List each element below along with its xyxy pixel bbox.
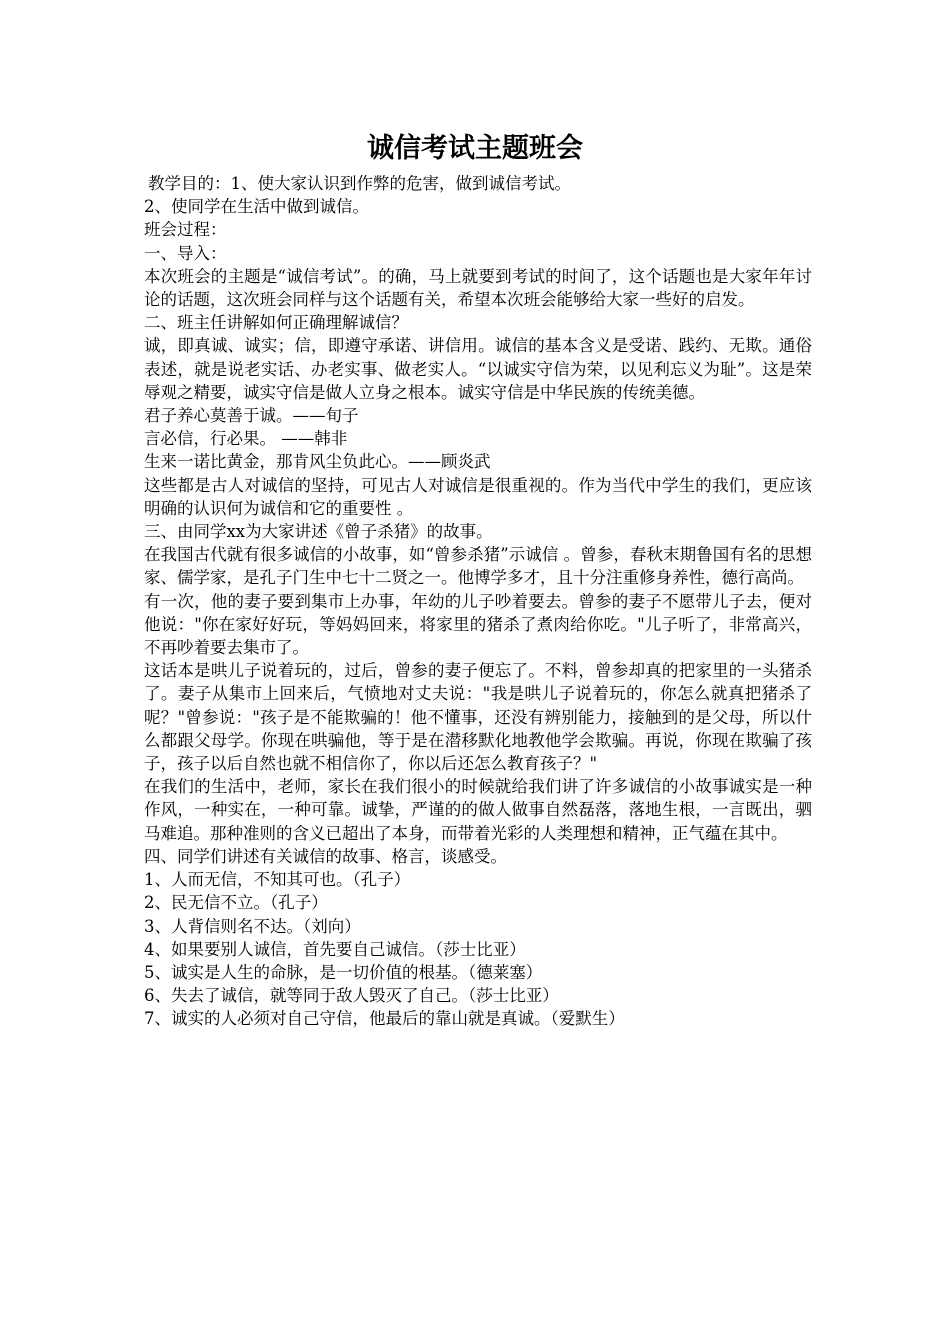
paragraph: 在我们的生活中，老师，家长在我们很小的时候就给我们讲了许多诚信的小故事诚实是一种作风，一种实在，一种可靠。诚挚，严谨的的做人做事自然磊落，落地生根，一言既出，驷马难追。那种准则的含义已超出了本身，而带着光彩的人类理想和精神，正气蕴在其中。 [144,777,812,843]
paragraph: 在我国古代就有很多诚信的小故事，如“曾参杀猪”示诚信 。曾参，春秋末期鲁国有名的思想家、儒学家，是孔子门生中七十二贤之一。他博学多才，且十分注重修身养性，德行高尚。 [144,545,812,588]
list-item: 2、民无信不立。（孔子） [144,893,328,913]
quote-line: 言必信，行必果。 ——韩非 [144,429,348,449]
section-heading-1: 一、导入： [144,243,227,263]
section-heading-3: 三、由同学xx为大家讲述《曾子杀猪》的故事。 [144,522,493,542]
list-item: 4、如果要别人诚信，首先要自己诚信。（莎士比亚） [144,939,526,959]
section-heading-2: 二、班主任讲解如何正确理解诚信？ [144,313,408,333]
quote-line: 生来一诺比黄金，那肯风尘负此心。——顾炎武 [144,452,491,472]
list-item: 5、诚实是人生的命脉，是一切价值的根基。（德莱塞） [144,962,543,982]
paragraph: 本次班会的主题是“诚信考试”。的确，马上就要到考试的时间了，这个话题也是大家年年讨论的话题，这次班会同样与这个话题有关，希望本次班会能够给大家一些好的启发。 [144,266,812,310]
list-item: 7、诚实的人必须对自己守信，他最后的靠山就是真诚。（爱默生） [144,1009,625,1029]
list-item: 3、人背信则名不达。（刘向） [144,916,361,936]
paragraph-purpose-1: 教学目的：1、使大家认识到作弊的危害，做到诚信考试。 [148,174,571,193]
paragraph: 这话本是哄儿子说着玩的，过后，曾参的妻子便忘了。不料，曾参却真的把家里的一头猪杀了。妻子从集市上回来后，气愤地对丈夫说："我是哄儿子说着玩的，你怎么就真把猪杀了呢？"曾参说："孩子是不能欺骗的！他不懂事，还没有辨别能力，接触到的是父母，所以什么都跟父母学。你现在哄骗他，等于是在潜移默化地教他学会欺骗。再说，你现在欺骗了孩子，孩子以后自然也就不相信你了，你以后还怎么教育孩子？" [144,661,812,774]
paragraph: 诚，即真诚、诚实；信，即遵守承诺、讲信用。诚信的基本含义是受诺、践约、无欺。通俗表述，就是说老实话、办老实事、做老实人。“以诚实守信为荣，以见利忘义为耻”。这是荣辱观之精要，诚实守信是做人立身之根本。诚实守信是中华民族的传统美德。 [144,336,812,402]
paragraph: 这些都是古人对诚信的坚持，可见古人对诚信是很重视的。作为当代中学生的我们，更应该明确的认识何为诚信和它的重要性 。 [144,475,812,518]
paragraph-purpose-2: 2、使同学在生活中做到诚信。 [144,197,369,217]
list-item: 6、失去了诚信，就等同于敌人毁灭了自己。（莎士比亚） [144,986,559,1006]
quote-line: 君子养心莫善于诚。——旬子 [144,406,359,426]
list-item: 1、人而无信，不知其可也。（孔子） [144,870,411,890]
paragraph-process-heading: 班会过程： [144,220,227,240]
document-title: 诚信考试主题班会 [367,133,583,164]
section-heading-4: 四、同学们讲述有关诚信的故事、格言，谈感受。 [144,846,507,866]
paragraph: 有一次，他的妻子要到集市上办事，年幼的儿子吵着要去。曾参的妻子不愿带儿子去，便对他说："你在家好好玩，等妈妈回来，将家里的猪杀了煮肉给你吃。"儿子听了，非常高兴，不再吵着要去集市了。 [144,591,812,658]
document-body [144,172,812,1031]
